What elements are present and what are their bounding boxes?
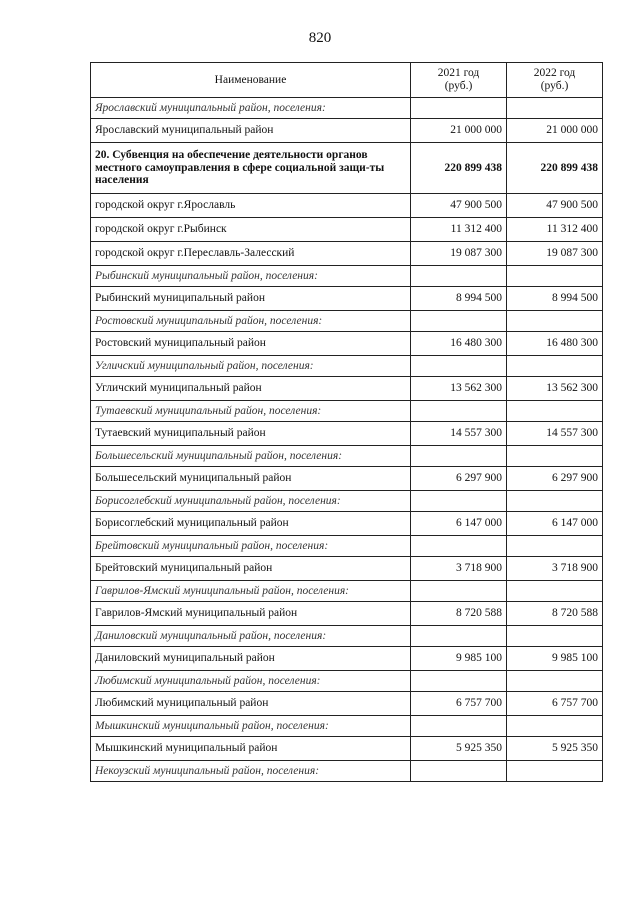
cell-value-2021: 11 312 400 <box>411 218 507 242</box>
cell-value-2021: 6 757 700 <box>411 692 507 716</box>
table-row <box>91 377 603 401</box>
cell-value-2022: 6 757 700 <box>507 692 603 716</box>
table-row <box>91 194 603 218</box>
cell-value-2022: 11 312 400 <box>507 218 603 242</box>
table-row <box>91 422 603 446</box>
table-row <box>91 242 603 266</box>
cell-name: городской округ г.Рыбинск <box>91 218 411 242</box>
table-row <box>91 602 603 626</box>
cell-value-2021 <box>411 716 507 737</box>
cell-name: Большесельский муниципальный район, поселения: <box>91 446 411 467</box>
table-row-subheading <box>91 311 603 332</box>
cell-value-2022: 6 147 000 <box>507 512 603 536</box>
table-row <box>91 557 603 581</box>
cell-name: городской округ г.Ярославль <box>91 194 411 218</box>
cell-value-2021 <box>411 671 507 692</box>
cell-value-2022 <box>507 311 603 332</box>
cell-name: Некоузский муниципальный район, поселения: <box>91 761 411 782</box>
cell-name: Ярославский муниципальный район <box>91 119 411 143</box>
cell-value-2021: 3 718 900 <box>411 557 507 581</box>
cell-value-2021: 8 720 588 <box>411 602 507 626</box>
table-row <box>91 512 603 536</box>
cell-value-2022: 8 994 500 <box>507 287 603 311</box>
cell-name: Брейтовский муниципальный район <box>91 557 411 581</box>
cell-value-2021 <box>411 311 507 332</box>
cell-value-2021: 8 994 500 <box>411 287 507 311</box>
table-header-row <box>91 63 603 98</box>
cell-value-2022 <box>507 626 603 647</box>
page-number: 820 <box>308 30 332 46</box>
cell-name: Рыбинский муниципальный район, поселения: <box>91 266 411 287</box>
cell-value-2021: 14 557 300 <box>411 422 507 446</box>
header-year-2022: 2022 год (руб.) <box>507 63 603 98</box>
cell-name: городской округ г.Переславль-Залесский <box>91 242 411 266</box>
cell-name: Борисоглебский муниципальный район, поселения: <box>91 491 411 512</box>
cell-value-2022 <box>507 98 603 119</box>
cell-value-2021 <box>411 356 507 377</box>
cell-name: Ярославский муниципальный район, поселения: <box>91 98 411 119</box>
table-row <box>91 467 603 491</box>
header-name: Наименование <box>91 63 411 98</box>
table-row <box>91 647 603 671</box>
cell-value-2022: 19 087 300 <box>507 242 603 266</box>
cell-value-2021: 21 000 000 <box>411 119 507 143</box>
table-row-subheading <box>91 716 603 737</box>
cell-name: Брейтовский муниципальный район, поселения: <box>91 536 411 557</box>
table-row <box>91 218 603 242</box>
cell-name: Любимский муниципальный район <box>91 692 411 716</box>
cell-name: Ростовский муниципальный район, поселения: <box>91 311 411 332</box>
cell-value-2021: 6 297 900 <box>411 467 507 491</box>
cell-value-2022 <box>507 536 603 557</box>
cell-value-2022: 13 562 300 <box>507 377 603 401</box>
budget-table <box>90 62 603 782</box>
cell-value-2021: 47 900 500 <box>411 194 507 218</box>
cell-value-2021: 5 925 350 <box>411 737 507 761</box>
cell-value-2022 <box>507 266 603 287</box>
cell-name: Даниловский муниципальный район <box>91 647 411 671</box>
cell-value-2022: 21 000 000 <box>507 119 603 143</box>
header-year-2021: 2021 год (руб.) <box>411 63 507 98</box>
cell-name: Угличский муниципальный район, поселения: <box>91 356 411 377</box>
cell-value-2022: 6 297 900 <box>507 467 603 491</box>
cell-value-2022: 16 480 300 <box>507 332 603 356</box>
cell-value-2021: 19 087 300 <box>411 242 507 266</box>
table-row-subheading <box>91 446 603 467</box>
cell-name: 20. Субвенция на обеспечение деятельности органов местного самоуправления в сфере социальной защи-ты населения <box>91 143 411 194</box>
cell-value-2022 <box>507 671 603 692</box>
cell-name: Угличский муниципальный район <box>91 377 411 401</box>
cell-name: Большесельский муниципальный район <box>91 467 411 491</box>
cell-value-2021 <box>411 626 507 647</box>
cell-name: Мышкинский муниципальный район, поселения: <box>91 716 411 737</box>
table-row-subheading <box>91 581 603 602</box>
cell-value-2021: 220 899 438 <box>411 143 507 194</box>
cell-value-2022 <box>507 401 603 422</box>
table-row <box>91 332 603 356</box>
cell-value-2022 <box>507 356 603 377</box>
cell-name: Борисоглебский муниципальный район <box>91 512 411 536</box>
cell-value-2022: 3 718 900 <box>507 557 603 581</box>
table-row-subheading <box>91 671 603 692</box>
cell-name: Любимский муниципальный район, поселения: <box>91 671 411 692</box>
table-row <box>91 143 603 194</box>
table-row <box>91 737 603 761</box>
cell-name: Рыбинский муниципальный район <box>91 287 411 311</box>
table-row-subheading <box>91 761 603 782</box>
cell-value-2022: 8 720 588 <box>507 602 603 626</box>
cell-value-2021 <box>411 761 507 782</box>
cell-value-2021 <box>411 266 507 287</box>
table-row-subheading <box>91 626 603 647</box>
table-row-subheading <box>91 356 603 377</box>
cell-value-2022 <box>507 581 603 602</box>
cell-value-2021: 16 480 300 <box>411 332 507 356</box>
cell-value-2022 <box>507 716 603 737</box>
cell-value-2021: 13 562 300 <box>411 377 507 401</box>
cell-value-2021 <box>411 491 507 512</box>
table-row <box>91 119 603 143</box>
cell-value-2021 <box>411 401 507 422</box>
cell-value-2021 <box>411 98 507 119</box>
table-row-subheading <box>91 491 603 512</box>
cell-value-2021 <box>411 581 507 602</box>
table-row-subheading <box>91 266 603 287</box>
cell-value-2021 <box>411 446 507 467</box>
cell-name: Даниловский муниципальный район, поселения: <box>91 626 411 647</box>
table-row-subheading <box>91 536 603 557</box>
cell-value-2022 <box>507 491 603 512</box>
cell-name: Гаврилов-Ямский муниципальный район <box>91 602 411 626</box>
cell-value-2021 <box>411 536 507 557</box>
cell-value-2021: 9 985 100 <box>411 647 507 671</box>
cell-value-2022 <box>507 761 603 782</box>
cell-name: Мышкинский муниципальный район <box>91 737 411 761</box>
table-row-subheading <box>91 98 603 119</box>
cell-name: Тутаевский муниципальный район <box>91 422 411 446</box>
table-row-subheading <box>91 401 603 422</box>
cell-value-2022 <box>507 446 603 467</box>
cell-value-2022: 220 899 438 <box>507 143 603 194</box>
cell-name: Тутаевский муниципальный район, поселения: <box>91 401 411 422</box>
cell-name: Гаврилов-Ямский муниципальный район, поселения: <box>91 581 411 602</box>
table-row <box>91 287 603 311</box>
cell-value-2022: 14 557 300 <box>507 422 603 446</box>
cell-value-2021: 6 147 000 <box>411 512 507 536</box>
table-row <box>91 692 603 716</box>
cell-value-2022: 47 900 500 <box>507 194 603 218</box>
cell-value-2022: 5 925 350 <box>507 737 603 761</box>
cell-name: Ростовский муниципальный район <box>91 332 411 356</box>
cell-value-2022: 9 985 100 <box>507 647 603 671</box>
